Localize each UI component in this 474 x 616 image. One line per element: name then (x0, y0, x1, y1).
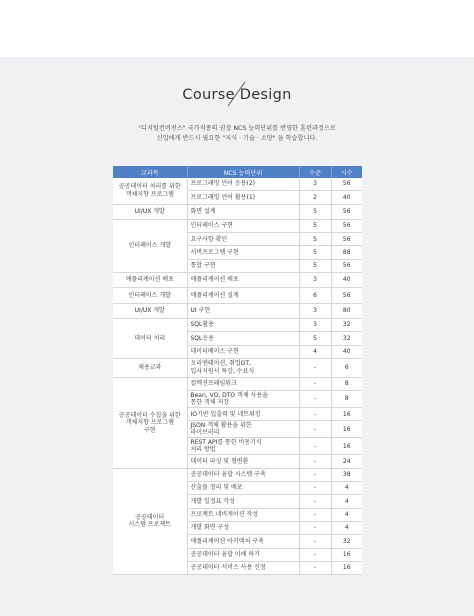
level-cell: 5 (299, 204, 331, 219)
hours-cell: 80 (331, 303, 362, 318)
level-cell: 6 (299, 288, 331, 303)
level-cell: 4 (299, 345, 331, 358)
level-cell: 3 (299, 178, 331, 191)
ncs-unit-cell: 프로그래밍 언어 활용(1) (187, 191, 299, 204)
hours-cell: 38 (331, 468, 362, 481)
ncs-unit-cell: 통합 구현 (187, 259, 299, 272)
table-row (113, 468, 362, 481)
hours-cell: 4 (331, 508, 362, 521)
level-cell: - (299, 495, 331, 508)
table-row (113, 358, 362, 377)
level-cell: 5 (299, 259, 331, 272)
ncs-unit-cell: 프로젝트 네비게이션 작성 (187, 508, 299, 521)
page-title: Course Design (182, 87, 292, 103)
hours-cell: 16 (331, 421, 362, 438)
level-cell: - (299, 421, 331, 438)
intro-line-1: "디지털컨버전스" 국가직종의 권장 NCS 능력단위를 반영한 훈련과정으로 (138, 125, 336, 132)
ncs-unit-cell: SQL활용 (187, 318, 299, 331)
level-cell: 2 (299, 191, 331, 204)
level-cell: - (299, 358, 331, 377)
level-cell: - (299, 508, 331, 521)
header-ncs-unit: NCS 능력단위 (187, 166, 299, 178)
hours-cell: 56 (331, 233, 362, 246)
ncs-unit-cell: UI 구현 (187, 303, 299, 318)
table-row (113, 377, 362, 390)
subject-cell: 공공데이터 처리를 위한 객체지향 프로그램 (113, 178, 187, 204)
ncs-unit-cell: 데이터 파싱 및 형변환 (187, 455, 299, 468)
table-header-row (113, 166, 362, 178)
level-cell: - (299, 377, 331, 390)
subject-cell: 데이터 처리 (113, 318, 187, 358)
level-cell: - (299, 391, 331, 408)
hours-cell: 8 (331, 391, 362, 408)
ncs-unit-cell: 개발 화면 구성 (187, 521, 299, 534)
hours-cell: 24 (331, 455, 362, 468)
hours-cell: 16 (331, 548, 362, 561)
level-cell: - (299, 561, 331, 574)
curriculum-table (113, 166, 362, 575)
table-row (113, 204, 362, 219)
hours-cell: 40 (331, 345, 362, 358)
intro-line-2: 신입에게 반드시 필요한 "지식 · 기술 · 소양" 을 학습합니다. (156, 135, 318, 142)
hours-cell: 88 (331, 246, 362, 259)
hours-cell: 4 (331, 521, 362, 534)
hours-cell: 56 (331, 204, 362, 219)
level-cell: 5 (299, 332, 331, 345)
hours-cell: 32 (331, 535, 362, 548)
ncs-unit-cell: REST API를 통한 비동기식 처리 방법 (187, 438, 299, 455)
header-hours: 시수 (331, 166, 362, 178)
hours-cell: 32 (331, 332, 362, 345)
table-row (113, 288, 362, 303)
header-level: 수준 (299, 166, 331, 178)
ncs-unit-cell: 화면 설계 (187, 204, 299, 219)
ncs-unit-cell: 애플리케이션 배포 (187, 273, 299, 288)
ncs-unit-cell: 프로그래밍 언어 응용(2) (187, 178, 299, 191)
subject-cell: 채용교과 (113, 358, 187, 377)
ncs-unit-cell: 개발 일정표 작성 (187, 495, 299, 508)
subject-cell: 공공데이터 시스템 프로젝트 (113, 468, 187, 574)
level-cell: 3 (299, 303, 331, 318)
ncs-unit-cell: 공공데이터 융합 이해 하기 (187, 548, 299, 561)
level-cell: 5 (299, 219, 331, 232)
ncs-unit-cell: 애플리케이션 아키텍처 구축 (187, 535, 299, 548)
level-cell: - (299, 535, 331, 548)
level-cell: 5 (299, 246, 331, 259)
header-subject: 교과목 (113, 166, 187, 178)
ncs-unit-cell: 공공데이터 서비스 사용 신청 (187, 561, 299, 574)
table-row (113, 273, 362, 288)
ncs-unit-cell: 서버프로그램 구현 (187, 246, 299, 259)
level-cell: 5 (299, 233, 331, 246)
level-cell: - (299, 455, 331, 468)
level-cell: 3 (299, 318, 331, 331)
hours-cell: 56 (331, 219, 362, 232)
subject-cell: 애플리케이션 배포 (113, 273, 187, 288)
hours-cell: 40 (331, 191, 362, 204)
ncs-unit-cell: SQL응용 (187, 332, 299, 345)
ncs-unit-cell: 인터페이스 구현 (187, 219, 299, 232)
table-row (113, 219, 362, 232)
ncs-unit-cell: 공공데이터 융합 시스템 구축 (187, 468, 299, 481)
subject-cell: UI/UX 개발 (113, 303, 187, 318)
ncs-unit-cell: Bean, VO, DTO 객체 사용을 통한 객체 저장 (187, 391, 299, 408)
hours-cell: 6 (331, 358, 362, 377)
hours-cell: 56 (331, 178, 362, 191)
hours-cell: 8 (331, 377, 362, 390)
hours-cell: 56 (331, 259, 362, 272)
table-row (113, 318, 362, 331)
ncs-unit-cell: JSON 객체 활용을 위한 라이브러리 (187, 421, 299, 438)
hours-cell: 16 (331, 438, 362, 455)
subject-cell: 인터페이스 개발 (113, 288, 187, 303)
ncs-unit-cell: 산출물 정리 및 배포 (187, 482, 299, 495)
hours-cell: 56 (331, 288, 362, 303)
level-cell: - (299, 521, 331, 534)
ncs-unit-cell: 오리엔테이션, 취업OT, 입사지원서 특강, 수료식 (187, 358, 299, 377)
level-cell: 3 (299, 273, 331, 288)
hours-cell: 4 (331, 482, 362, 495)
level-cell: - (299, 408, 331, 421)
ncs-unit-cell: 애플리케이션 설계 (187, 288, 299, 303)
subject-cell: 인터페이스 개발 (113, 219, 187, 272)
subject-cell: UI/UX 개발 (113, 204, 187, 219)
hours-cell: 40 (331, 273, 362, 288)
hours-cell: 16 (331, 561, 362, 574)
ncs-unit-cell: 데이터베이스 구현 (187, 345, 299, 358)
hours-cell: 32 (331, 318, 362, 331)
table-row (113, 303, 362, 318)
level-cell: - (299, 548, 331, 561)
ncs-unit-cell: IO기반 입출력 및 네트워킹 (187, 408, 299, 421)
table-row (113, 178, 362, 191)
ncs-unit-cell: 컬렉션프레임워크 (187, 377, 299, 390)
hours-cell: 16 (331, 408, 362, 421)
ncs-unit-cell: 요구사항 확인 (187, 233, 299, 246)
subject-cell: 공공데이터 수집을 위한 객체지향 프로그램 구현 (113, 377, 187, 468)
level-cell: - (299, 482, 331, 495)
level-cell: - (299, 468, 331, 481)
level-cell: - (299, 438, 331, 455)
hours-cell: 4 (331, 495, 362, 508)
